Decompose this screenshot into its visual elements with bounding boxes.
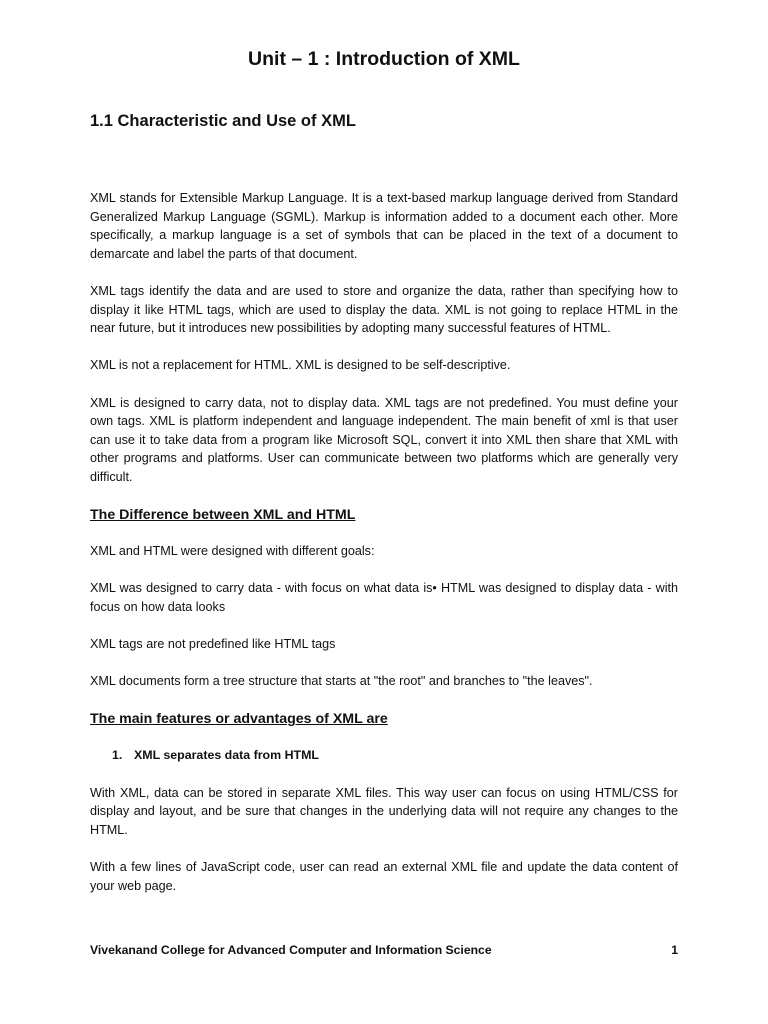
paragraph: With XML, data can be stored in separate XML files. This way user can focus on using HTML/CSS for display and layout, and be sure that changes in the underlying data will not require any changes to the HTML. <box>90 785 678 837</box>
document-body <box>90 189 678 914</box>
subheading-difference: The Difference between XML and HTML <box>90 507 356 524</box>
paragraph: XML is not a replacement for HTML. XML is designed to be self-descriptive. <box>90 358 511 373</box>
paragraph: XML and HTML were designed with different goals: <box>90 544 375 559</box>
paragraph: With a few lines of JavaScript code, user can read an external XML file and update the data content of your web page. <box>90 860 678 893</box>
page-number: 1 <box>671 943 678 957</box>
paragraph: XML documents form a tree structure that starts at "the root" and branches to "the leaves". <box>90 674 593 689</box>
list-item-number: 1. <box>112 748 123 763</box>
page-title: Unit – 1 : Introduction of XML <box>248 48 520 70</box>
page-footer <box>90 943 678 957</box>
paragraph: XML tags identify the data and are used to store and organize the data, rather than specifying how to display it like HTML tags, which are used to display the data. XML is not going to replace HTML in the near future, but it introduces new possibilities by adopting many successful features of HTML. <box>90 283 678 336</box>
section-heading: 1.1 Characteristic and Use of XML <box>90 112 356 130</box>
document-page <box>90 0 678 1024</box>
list-item <box>90 746 678 765</box>
paragraph: XML stands for Extensible Markup Language. It is a text-based markup language derived from Standard Generalized Markup Language (SGML). Markup is information added to a document each other. More specifically, a markup language is a set of symbols that can be placed in the text of a document to demarcate and label the parts of that document. <box>90 191 678 261</box>
paragraph: XML is designed to carry data, not to display data. XML tags are not predefined. You must define your own tags. XML is platform independent and language independent. The main benefit of xml is that user can use it to take data from a program like Microsoft SQL, convert it into XML then share that XML with other programs and platforms. User can communicate between two platforms which are generally very difficult. <box>90 395 678 484</box>
paragraph: XML was designed to carry data - with focus on what data is• HTML was designed to display data - with focus on how data looks <box>90 581 678 614</box>
paragraph: XML tags are not predefined like HTML tags <box>90 637 336 652</box>
subheading-features: The main features or advantages of XML are <box>90 711 388 728</box>
footer-college: Vivekanand College for Advanced Computer and Information Science <box>90 943 492 957</box>
list-item-text: XML separates data from HTML <box>134 748 319 763</box>
